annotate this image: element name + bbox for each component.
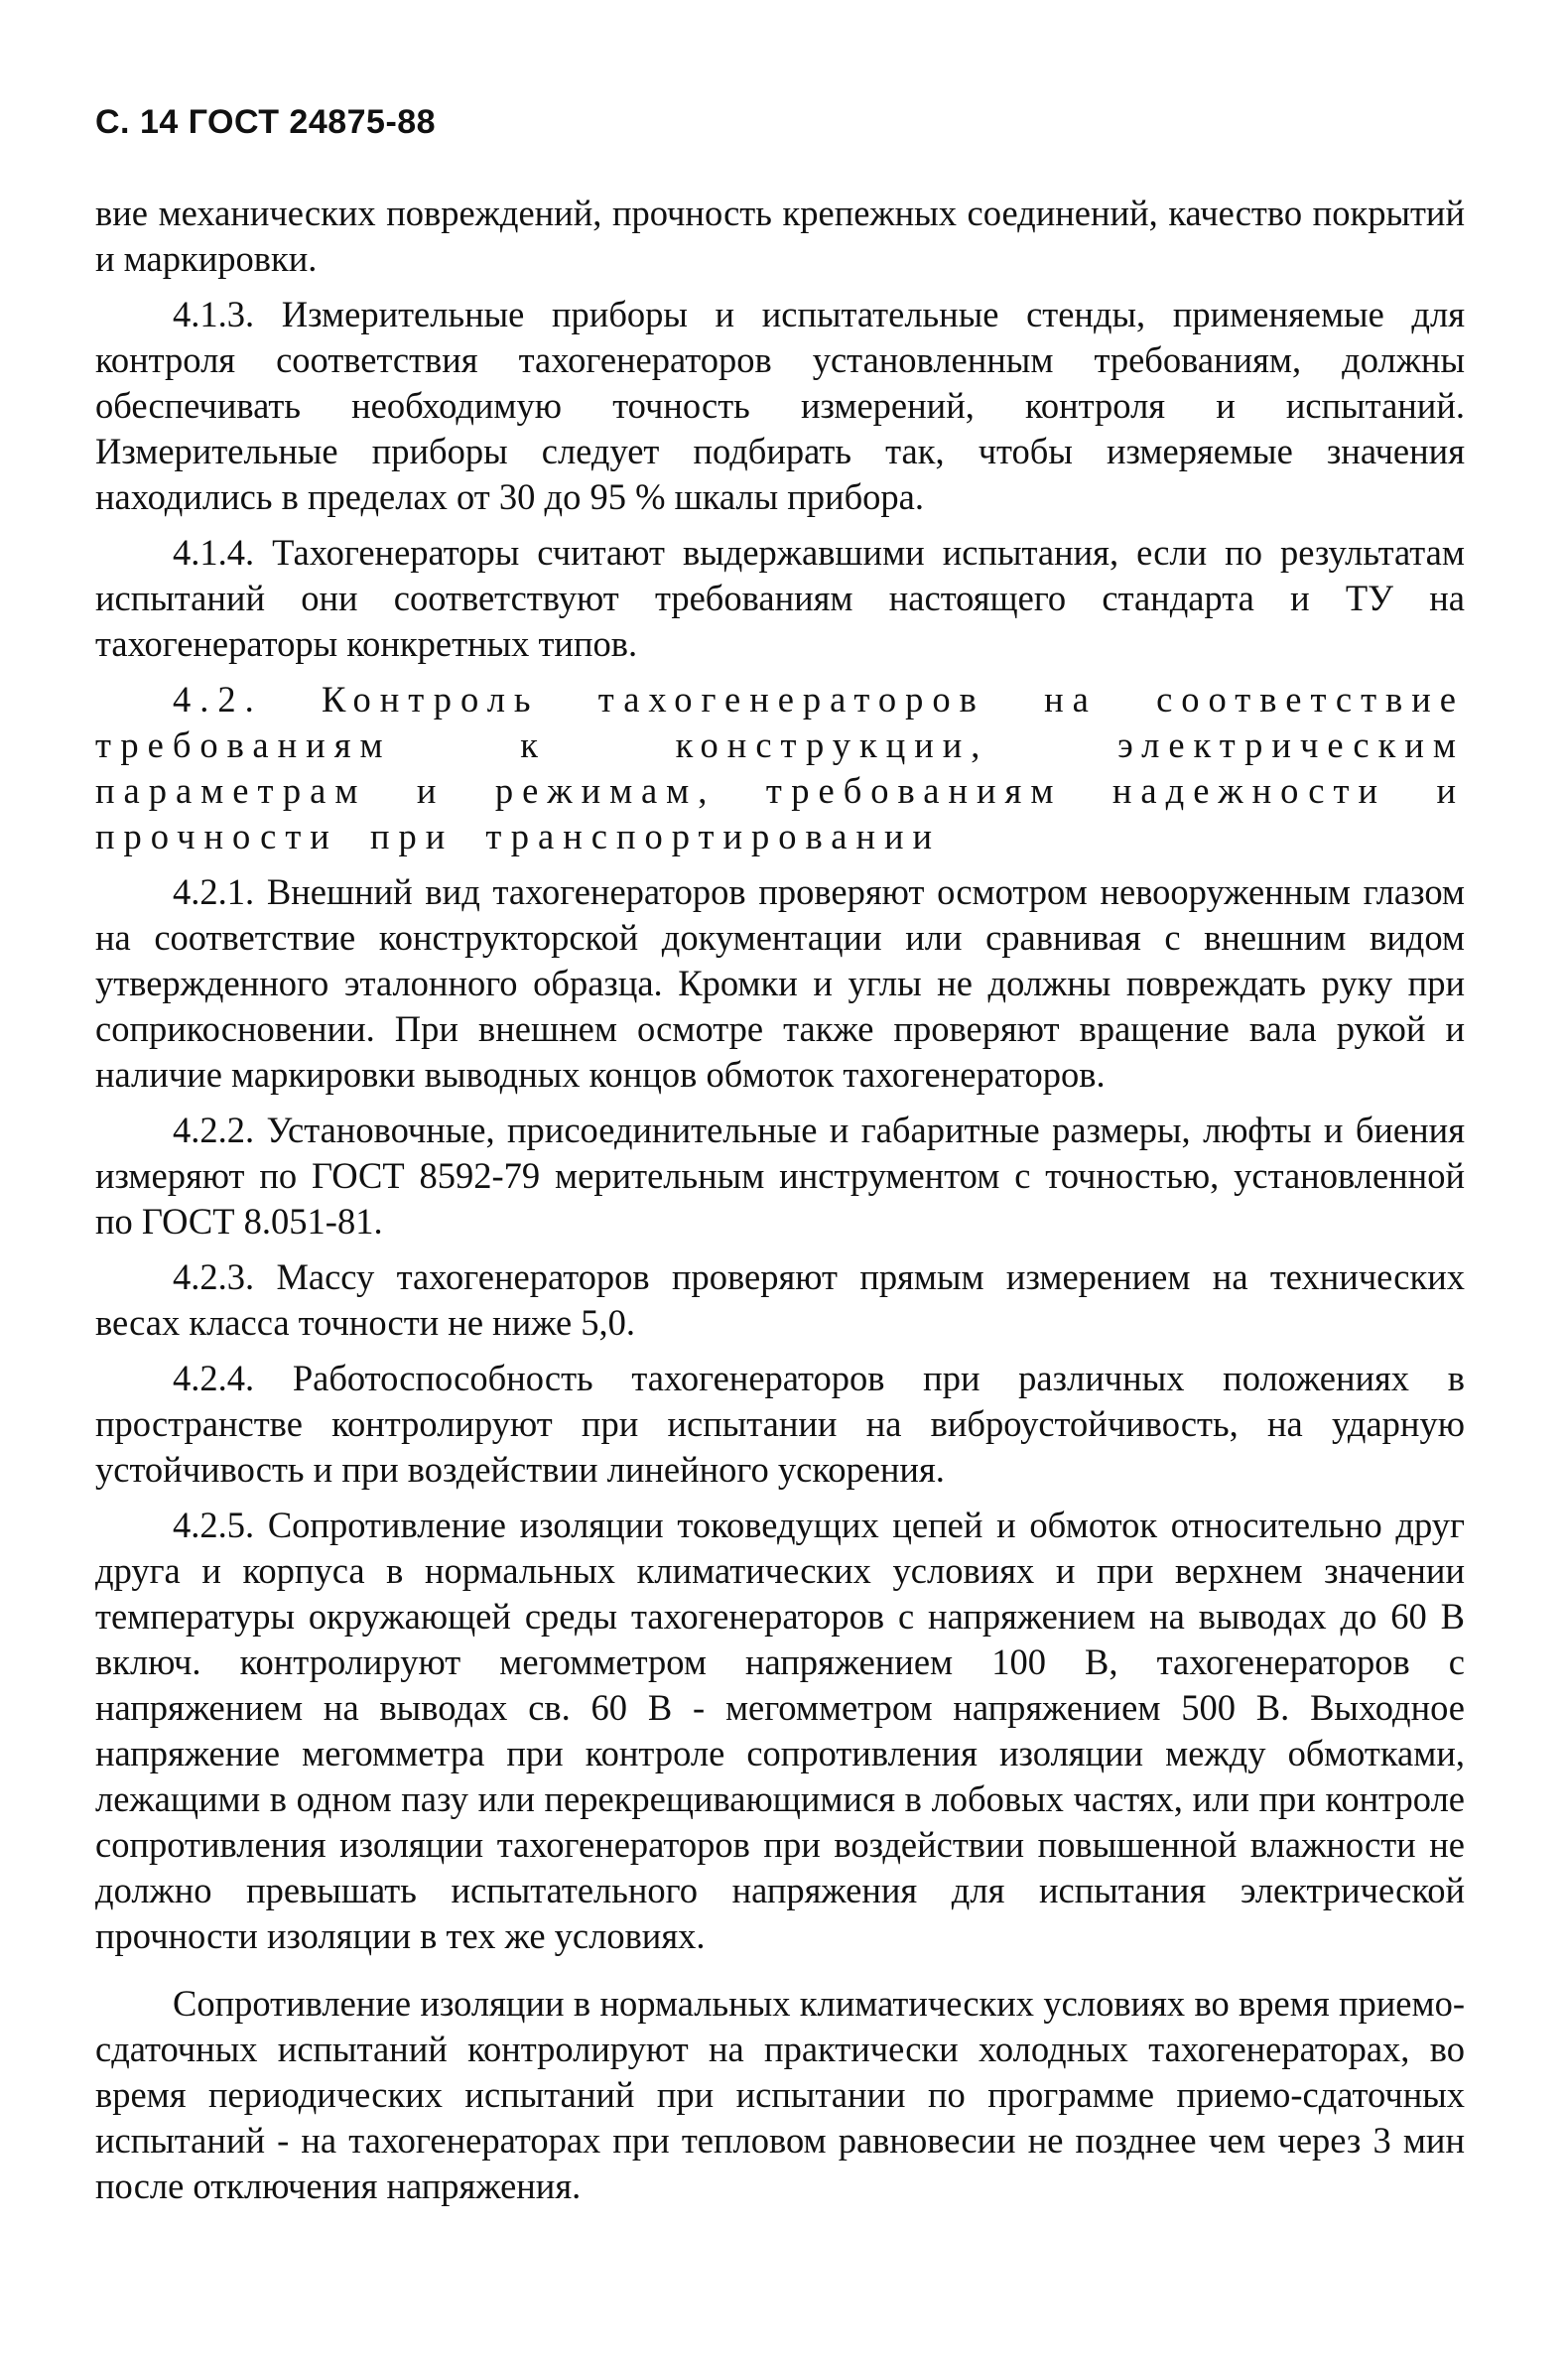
paragraph-4-1-4: 4.1.4. Тахогенераторы считают выдержавшими испытания, если по результатам испытаний они соответствуют требованиям настоящего стандарта и ТУ на тахогенераторы конкретных типов. xyxy=(95,532,1465,664)
paragraph-4-2-5: 4.2.5. Сопротивление изоляции токоведущих цепей и обмоток относительно друг друга и корпуса в нормальных климатических условиях и при верхнем значении температуры окружающей среды тахогенераторов с напряжением на выводах до 60 В включ. контролируют мегомметром напряжением 100 В, тахогенераторов с напряжением на выводах св. 60 В - мегомметром напряжением 500 В. Выходное напряжение мегомметра при контроле сопротивления изоляции между обмотками, лежащими в одном пазу или перекрещивающимися в лобовых частях, или при контроле сопротивления изоляции тахогенераторов при воздействии повышенной влажности не должно превышать испытательного напряжения для испытания электрической прочности изоляции в тех же условиях. xyxy=(95,1505,1465,1956)
document-page xyxy=(95,103,1465,2209)
paragraph-4-2-2: 4.2.2. Установочные, присоединительные и габаритные размеры, люфты и биения измеряют по ГОСТ 8592-79 мерительным инструментом с точностью, установленной по ГОСТ 8.051-81. xyxy=(95,1110,1465,1242)
paragraph-insulation-resistance: Сопротивление изоляции в нормальных климатических условиях во время приемо-сдаточных испытаний контролируют на практически холодных тахогенераторах, во время периодических испытаний при испытании по программе приемо-сдаточных испытаний - на тахогенераторах при тепловом равновесии не позднее чем через 3 мин после отключения напряжения. xyxy=(95,1983,1465,2206)
paragraph-continuation: вие механических повреждений, прочность крепежных соединений, качество покрытий и маркировки. xyxy=(95,193,1465,279)
paragraph-4-2-3: 4.2.3. Массу тахогенераторов проверяют прямым измерением на технических весах класса точности не ниже 5,0. xyxy=(95,1256,1465,1343)
paragraph-4-2-4: 4.2.4. Работоспособность тахогенераторов при различных положениях в пространстве контролируют при испытании на виброустойчивость, на ударную устойчивость и при воздействии линейного ускорения. xyxy=(95,1358,1465,1490)
section-heading-4-2: 4.2. Контроль тахогенераторов на соответствие требованиям к конструкции, электрическим параметрам и режимам, требованиям надежности и прочности при транспортировании xyxy=(95,679,1465,856)
page-header: С. 14 ГОСТ 24875-88 xyxy=(95,103,437,141)
paragraph-4-2-1: 4.2.1. Внешний вид тахогенераторов проверяют осмотром невооруженным глазом на соответствие конструкторской документации или сравнивая с внешним видом утвержденного эталонного образца. Кромки и углы не должны повреждать руку при соприкосновении. При внешнем осмотре также проверяют вращение вала рукой и наличие маркировки выводных концов обмоток тахогенераторов. xyxy=(95,871,1465,1095)
paragraph-4-1-3: 4.1.3. Измерительные приборы и испытательные стенды, применяемые для контроля соответствия тахогенераторов установленным требованиям, должны обеспечивать необходимую точность измерений, контроля и испытаний. Измерительные приборы следует подбирать так, чтобы измеряемые значения находились в пределах от 30 до 95 % шкалы прибора. xyxy=(95,294,1465,517)
